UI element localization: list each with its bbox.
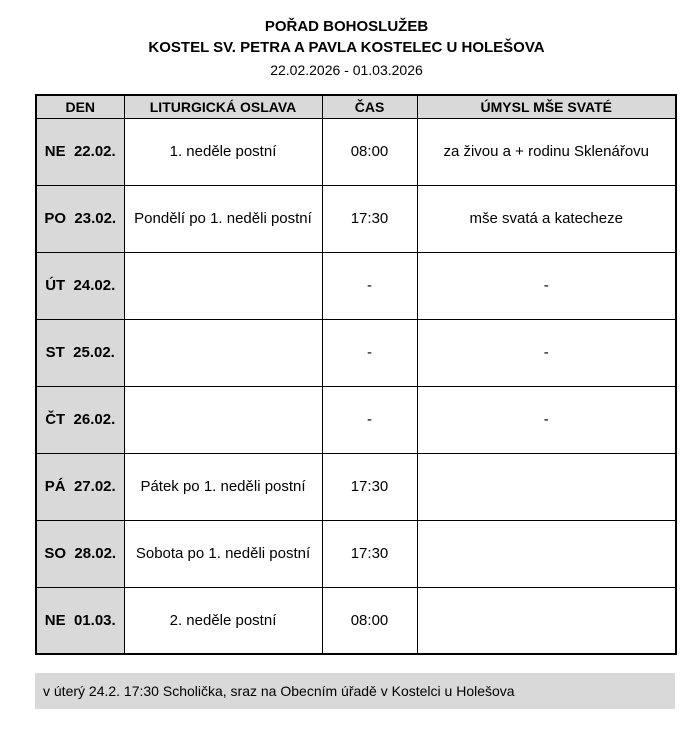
cell-oslava: Pondělí po 1. neděli postní	[124, 185, 322, 252]
cell-umysl	[417, 587, 676, 654]
cell-cas: 17:30	[322, 453, 417, 520]
cell-umysl: -	[417, 252, 676, 319]
footer-note-text: v úterý 24.2. 17:30 Scholička, sraz na Obecním úřadě v Kostelci u Holešova	[43, 683, 515, 699]
cell-cas: 17:30	[322, 185, 417, 252]
cell-oslava: Sobota po 1. neděli postní	[124, 520, 322, 587]
cell-den: NE 01.03.	[36, 587, 124, 654]
column-header-den: DEN	[36, 95, 124, 118]
footer-note	[35, 673, 675, 709]
date-range: 22.02.2026 - 01.03.2026	[270, 62, 423, 78]
column-header-umysl: ÚMYSL MŠE SVATÉ	[417, 95, 676, 118]
cell-oslava: 1. neděle postní	[124, 118, 322, 185]
cell-den: ČT 26.02.	[36, 386, 124, 453]
table-header-row	[36, 95, 676, 118]
cell-den: SO 28.02.	[36, 520, 124, 587]
column-header-oslava: LITURGICKÁ OSLAVA	[124, 95, 322, 118]
cell-den: ÚT 24.02.	[36, 252, 124, 319]
cell-umysl: za živou a + rodinu Sklenářovu	[417, 118, 676, 185]
cell-cas: 17:30	[322, 520, 417, 587]
cell-den: PÁ 27.02.	[36, 453, 124, 520]
table-row	[36, 587, 676, 654]
cell-cas: -	[322, 386, 417, 453]
cell-oslava	[124, 319, 322, 386]
document-title: POŘAD BOHOSLUŽEB	[264, 18, 429, 35]
column-header-cas: ČAS	[322, 95, 417, 118]
table-row	[36, 185, 676, 252]
cell-cas: -	[322, 252, 417, 319]
cell-umysl	[417, 520, 676, 587]
cell-oslava: Pátek po 1. neděli postní	[124, 453, 322, 520]
cell-cas: 08:00	[322, 118, 417, 185]
cell-cas: 08:00	[322, 587, 417, 654]
cell-oslava	[124, 386, 322, 453]
cell-umysl	[417, 453, 676, 520]
cell-den: ST 25.02.	[36, 319, 124, 386]
cell-oslava	[124, 252, 322, 319]
cell-umysl: mše svatá a katecheze	[417, 185, 676, 252]
table-row	[36, 520, 676, 587]
cell-umysl: -	[417, 319, 676, 386]
document-header	[0, 0, 693, 80]
church-name: KOSTEL SV. PETRA A PAVLA KOSTELEC U HOLEŠOVA	[148, 39, 545, 56]
cell-oslava: 2. neděle postní	[124, 587, 322, 654]
table-row	[36, 453, 676, 520]
cell-cas: -	[322, 319, 417, 386]
cell-den: PO 23.02.	[36, 185, 124, 252]
cell-den: NE 22.02.	[36, 118, 124, 185]
table-row	[36, 319, 676, 386]
table-row	[36, 386, 676, 453]
cell-umysl: -	[417, 386, 676, 453]
schedule-table	[35, 94, 677, 655]
table-row	[36, 118, 676, 185]
table-row	[36, 252, 676, 319]
